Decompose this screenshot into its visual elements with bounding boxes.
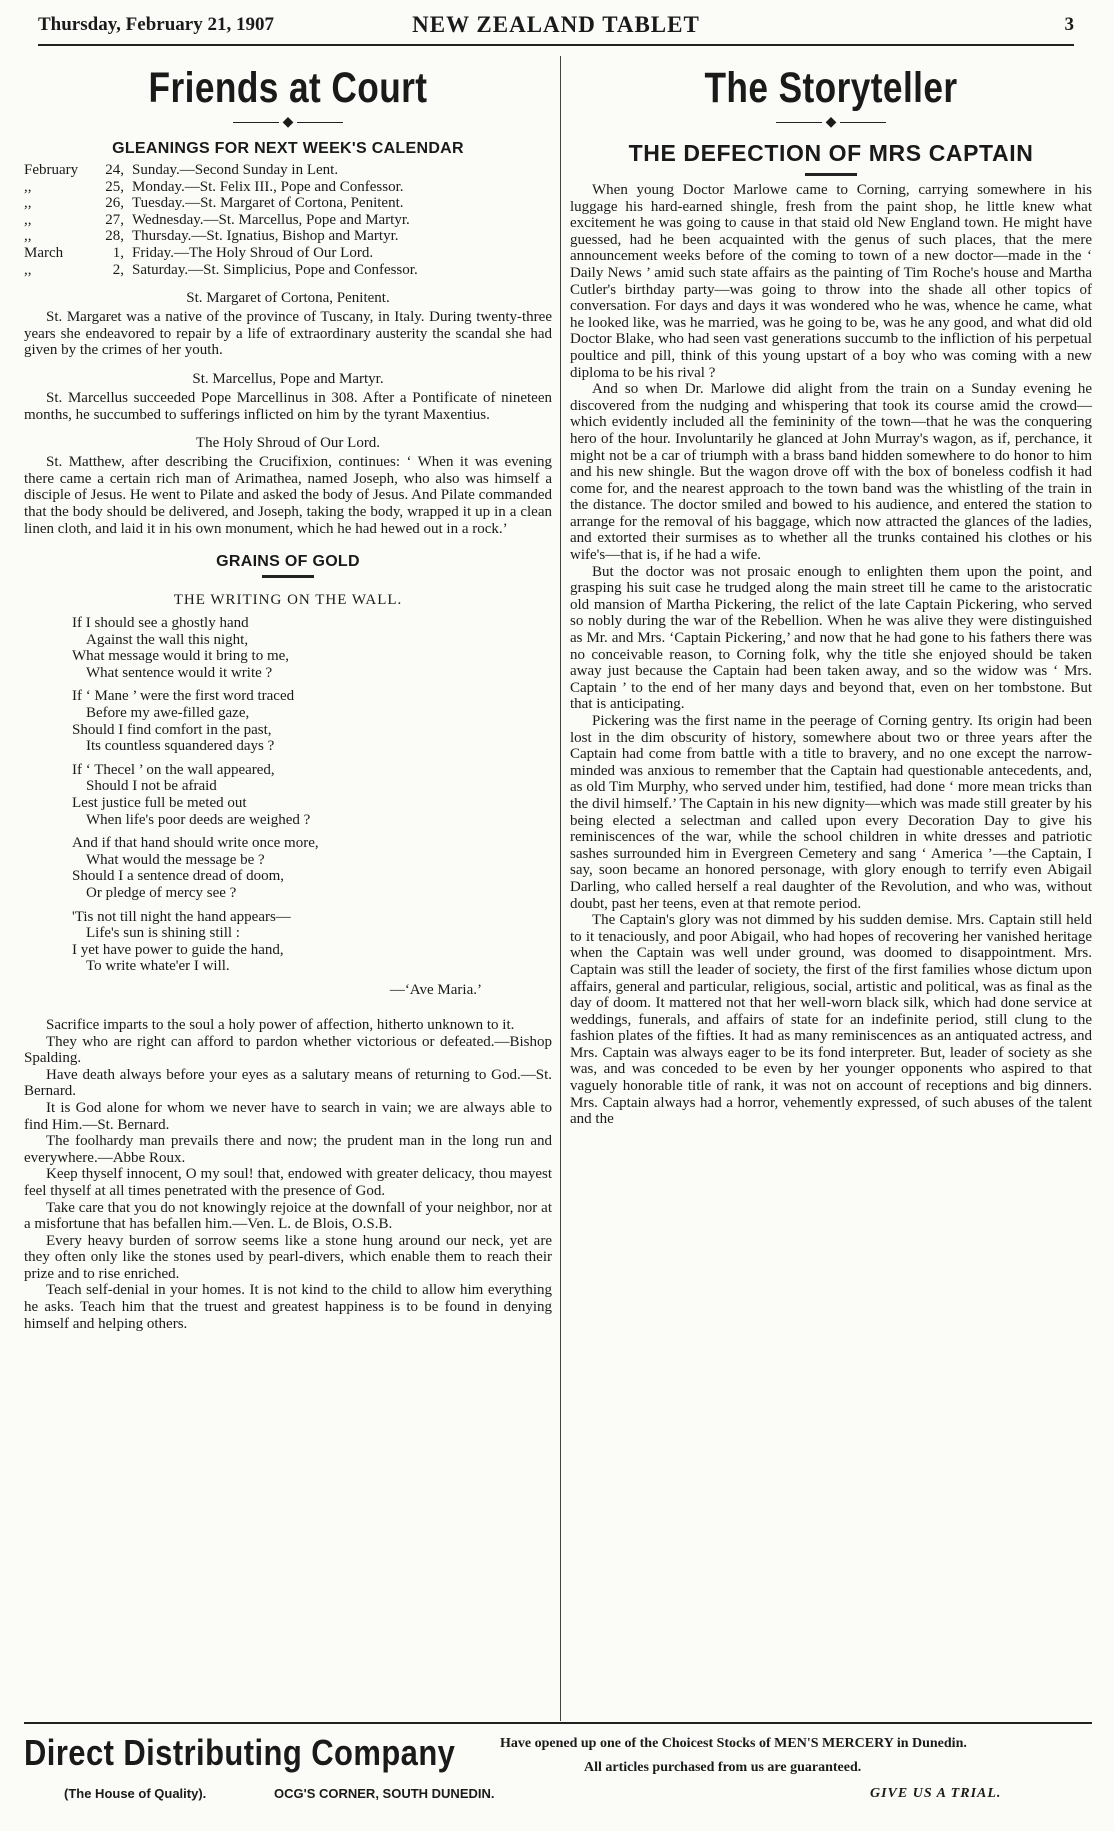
poem-line: Should I a sentence dread of doom, bbox=[72, 868, 285, 885]
story-paragraph: And so when Dr. Marlowe did alight from the train on a Sunday evening he discovered from the nudging and whispering that took its course amid the crowd—which evidently included all the femininity of the town—that he was the conquering hero of the hour. Involuntarily he glanced at John Murray's wagon, as if, perchance, it might not be a car of triumph with a brass band hidden somewhere to do honor to him and his new shingle. But the wagon drove off with the box of boneless codfish it had come for, and the nearest approach to the town band was the whistling of the train in the distance. The doctor smiled and bowed to his audience, and entered the station to arrange for the removal of his baggage, which now attracted the glances of the ladies, and extorted their surmises as to whether all the trunks contained his clothes or his wife's—that is, if he had a wife. bbox=[570, 381, 1092, 564]
calendar-month: ,, bbox=[24, 178, 32, 195]
calendar-row bbox=[24, 212, 552, 229]
saint-heading: St. Margaret of Cortona, Penitent. bbox=[186, 290, 390, 307]
poem-title: THE WRITING ON THE WALL. bbox=[173, 592, 403, 609]
poem-line: Or pledge of mercy see ? bbox=[86, 885, 237, 901]
calendar-row bbox=[24, 195, 552, 212]
calendar-day: 28, bbox=[105, 228, 124, 245]
calendar-month: ,, bbox=[24, 261, 32, 278]
calendar-list bbox=[24, 162, 552, 278]
story-title: THE DEFECTION OF MRS CAPTAIN bbox=[628, 140, 1034, 166]
poem-line: Should I find comfort in the past, bbox=[72, 721, 272, 738]
poem-line: When life's poor deeds are weighed ? bbox=[86, 811, 311, 828]
saint-paragraph: St. Marcellus succeeded Pope Marcellinus in 308. After a Pontificate of nineteen months, he succumbed to sufferings inflicted on him by the tyrant Maxentius. bbox=[24, 389, 552, 423]
quote-paragraph: Sacrifice imparts to the soul a holy power of affection, hitherto unknown to it. bbox=[46, 1016, 515, 1033]
calendar-entry: Thursday.—St. Ignatius, Bishop and Martyr. bbox=[132, 228, 399, 245]
story-paragraph: The Captain's glory was not dimmed by his sudden demise. Mrs. Captain still held to it tenaciously, and poor Abigail, who had hopes of recovering her vanished heritage when the Captain was well under ground, was doomed to disappointment. Mrs. Captain was still the leader of society, the first of the first families whose dictum upon affairs, general and particular, religious, social, artistic and political, was as final as the day of doom. It mattered not that her well-worn black silk, which had done service at weddings, funerals, and affairs of state for an indefinite period, still clung to the fashion plates of the fifties. It had as many reminiscences as an antiquated actress, and Mrs. Captain was always eager to be its fond interpreter. But, leader of society as she was, and was conceded to be even by her younger opponents who aspired to that vaguely honorable title of rank, it was not on account of receptions and big dinners. Mrs. Captain always had a horror, vehemently expressed, of such abuses of the talent and the bbox=[570, 912, 1092, 1128]
poem-line: What message would it bring to me, bbox=[72, 648, 290, 665]
calendar-heading: GLEANINGS FOR NEXT WEEK'S CALENDAR bbox=[112, 140, 464, 157]
company-tagline: (The House of Quality). bbox=[64, 1786, 207, 1801]
calendar-month: ,, bbox=[24, 211, 32, 228]
calendar-day: 26, bbox=[105, 195, 124, 212]
newspaper-title: NEW ZEALAND TABLET bbox=[412, 12, 700, 37]
poem-line: If ‘ Mane ’ were the first word traced bbox=[72, 688, 295, 705]
heading-rule bbox=[262, 575, 314, 578]
calendar-entry: Wednesday.—St. Marcellus, Pope and Martyr. bbox=[132, 211, 410, 228]
calendar-day: 25, bbox=[105, 178, 124, 195]
poem-line: Should I not be afraid bbox=[86, 778, 217, 795]
calendar-entry: Monday.—St. Felix III., Pope and Confessor. bbox=[132, 178, 404, 195]
quote-paragraph: Every heavy burden of sorrow seems like a stone hung around our neck, yet are they often only like the stones used by pearl-divers, which enable them to reach their prize and to rise enriched. bbox=[24, 1232, 552, 1282]
poem-line: What would the message be ? bbox=[86, 851, 265, 868]
saint-heading: The Holy Shroud of Our Lord. bbox=[195, 435, 381, 452]
calendar-row bbox=[24, 228, 552, 245]
saint-heading: St. Marcellus, Pope and Martyr. bbox=[192, 370, 384, 387]
quote-paragraph: Have death always before your eyes as a salutary means of returning to God.—St. Bernard. bbox=[24, 1066, 552, 1100]
calendar-entry: Tuesday.—St. Margaret of Cortona, Penitent. bbox=[132, 195, 404, 212]
calendar-entry: Saturday.—St. Simplicius, Pope and Confessor. bbox=[132, 261, 418, 278]
right-column bbox=[570, 50, 1092, 1128]
advertisement-footer bbox=[24, 1722, 1092, 1820]
calendar-row bbox=[24, 179, 552, 196]
poem-line: What sentence would it write ? bbox=[86, 664, 273, 681]
poem-line: Against the wall this night, bbox=[86, 631, 249, 648]
calendar-day: 24, bbox=[105, 162, 124, 178]
poem-stanza bbox=[24, 615, 552, 681]
ornament-divider: ◆ bbox=[570, 114, 1092, 132]
calendar-entry: Friday.—The Holy Shroud of Our Lord. bbox=[132, 244, 374, 261]
page-number: 3 bbox=[1064, 14, 1074, 35]
calendar-month: ,, bbox=[24, 195, 32, 212]
ad-line-stock: Have opened up one of the Choicest Stocks of MEN'S MERCERY in Dunedin. bbox=[500, 1736, 967, 1751]
storyteller-masthead: The Storyteller bbox=[704, 64, 958, 112]
issue-date: Thursday, February 21, 1907 bbox=[38, 14, 274, 35]
calendar-row bbox=[24, 162, 552, 179]
friends-at-court-masthead: Friends at Court bbox=[148, 64, 428, 112]
poem-line: Before my awe-filled gaze, bbox=[86, 705, 250, 722]
left-column bbox=[24, 50, 552, 1332]
poem-line: Lest justice full be meted out bbox=[72, 795, 247, 812]
calendar-row bbox=[24, 262, 552, 279]
calendar-row bbox=[24, 245, 552, 262]
poem-stanza bbox=[24, 762, 552, 828]
ornament-divider: ◆ bbox=[24, 114, 552, 132]
calendar-day: 1, bbox=[112, 244, 124, 261]
poem-line: 'Tis not till night the hand appears— bbox=[72, 908, 291, 925]
story-paragraph: But the doctor was not prosaic enough to enlighten them upon the point, and grasping his suit case he trudged along the main street till he came to the aristocratic old mansion of Martha Pickering, the relict of the late Captain Pickering, who served so nobly during the war of the Rebellion. When he was alive they were distinguished as Mr. and Mrs. ‘Captain Pickering,’ and now that he had gone to his fathers there was no conceivable reason, to Corning folk, why the title she enjoyed should be taken away just because the Captain had been taken away, and so the widow was ‘ Mrs. Captain ’ to the end of her many days and beyond that, even on her tombstone. But that is anticipating. bbox=[570, 563, 1092, 713]
poem-line: Life's sun is shining still : bbox=[86, 925, 240, 942]
poem-line: If ‘ Thecel ’ on the wall appeared, bbox=[72, 761, 275, 778]
poem-line: Its countless squandered days ? bbox=[86, 738, 275, 755]
column-divider bbox=[560, 56, 561, 1721]
calendar-month: ,, bbox=[24, 228, 32, 245]
quote-paragraph: The foolhardy man prevails there and now; the prudent man in the long run and everywhere.—Abbe Roux. bbox=[24, 1133, 552, 1166]
poem-stanza bbox=[24, 688, 552, 754]
quote-paragraph: It is God alone for whom we never have to search in vain; we are always able to find Him.—St. Bernard. bbox=[24, 1099, 552, 1133]
story-paragraph: When young Doctor Marlowe came to Corning, carrying somewhere in his luggage his hard-earned shingle, fresh from the paint shop, he little knew what excitement he was going to cause in that staid old New England town. He might have guessed, had he been acquainted with the genus of such places, that the mere announcement weeks before of the coming to town of a new doctor—made in the ‘ Daily News ’ amid such state affairs as the painting of Tim Roche's house and Martha Cutler's birthday party—was going to throw into the shade all other topics of conversation. For days and days it was wondered who he was, whence he came, what he looked like, was he married, was he going to be, was he any good, and what did old Doctor Blake, who had seen vast generations succumb to the infliction of his perpetual poultice and pill, think of this young upstart of a boy who was coming with a new diploma to be his rival ? bbox=[570, 182, 1092, 381]
company-address: OCG'S CORNER, SOUTH DUNEDIN. bbox=[274, 1786, 495, 1801]
poem-stanza bbox=[24, 909, 552, 975]
page-header bbox=[38, 10, 1074, 46]
heading-rule bbox=[805, 173, 857, 176]
calendar-day: 2, bbox=[112, 261, 124, 278]
poem-attribution: —‘Ave Maria.’ bbox=[389, 981, 482, 998]
quote-paragraph: Teach self-denial in your homes. It is not kind to the child to allow him everything he asks. Teach him that the truest and greatest happiness is to be found in denying himself and helping others. bbox=[24, 1282, 552, 1332]
poem-line: If I should see a ghostly hand bbox=[72, 615, 249, 632]
saint-paragraph: St. Margaret was a native of the province of Tuscany, in Italy. During twenty-three years she endeavored to repair by a life of extraordinary austerity the scandal she had given by the crimes of her youth. bbox=[24, 309, 552, 359]
story-paragraph: Pickering was the first name in the peerage of Corning gentry. Its origin had been lost in the dim obscurity of history, somewhere about two or three years after the Captain had come from battle with a title to bravery, and no one except the narrow-minded was anxious to remember that the Captain had questionable antecedents, and, as old Tim Murphy, who served under him, testified, had done ‘ more mean tricks than the divil himself.’ The Captain in his new dignity—which was made still greater by his being elected a selectman and called upon every Decoration Day to give his reminiscences of the war, while the school children in white dresses and patriotic sashes surrounded him in Evergreen Cemetery and sang ‘ America ’—the Captain, I say, soon became an honored personage, with glory enough to terrify even Abigail Darling, who called herself a real daughter of the Revolution, and who was, without doubt, past her teens, even at that remote period. bbox=[570, 713, 1092, 912]
saint-paragraph: St. Matthew, after describing the Crucifixion, continues: ‘ When it was evening there came a certain rich man of Arimathea, named Joseph, who also was himself a disciple of Jesus. He went to Pilate and asked the body of Jesus. And Pilate commanded that the body should be delivered, and Joseph, taking the body, wrapped it up in a clean linen cloth, and laid it in his own monument, which he had hewed out in a rock.’ bbox=[24, 454, 552, 537]
poem-line: To write whate'er I will. bbox=[86, 958, 230, 975]
ad-slogan: GIVE US A TRIAL. bbox=[870, 1786, 1002, 1801]
poem-stanza bbox=[24, 835, 552, 901]
poem-line: And if that hand should write once more, bbox=[72, 835, 319, 852]
ad-line-guarantee: All articles purchased from us are guaranteed. bbox=[584, 1760, 862, 1775]
calendar-month: February bbox=[24, 162, 79, 178]
quote-paragraph: They who are right can afford to pardon whether victorious or defeated.—Bishop Spalding. bbox=[24, 1033, 552, 1067]
calendar-day: 27, bbox=[105, 211, 124, 228]
quote-paragraph: Take care that you do not knowingly rejoice at the downfall of your neighbor, nor at a misfortune that has befallen him.—Ven. L. de Blois, O.S.B. bbox=[24, 1199, 552, 1233]
poem-line: I yet have power to guide the hand, bbox=[72, 941, 284, 958]
quote-paragraph: Keep thyself innocent, O my soul! that, endowed with greater delicacy, thou mayest feel thyself at all times penetrated with the presence of God. bbox=[24, 1166, 552, 1199]
company-name: Direct Distributing Company bbox=[24, 1732, 456, 1773]
calendar-entry: Sunday.—Second Sunday in Lent. bbox=[132, 162, 339, 178]
calendar-month: March bbox=[24, 244, 64, 261]
grains-of-gold-heading: GRAINS OF GOLD bbox=[216, 553, 360, 571]
